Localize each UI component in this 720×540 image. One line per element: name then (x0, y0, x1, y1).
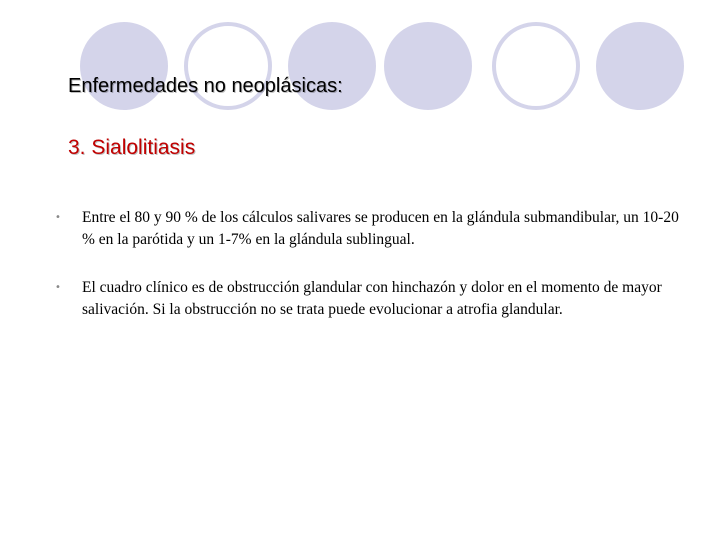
decorative-circle (384, 22, 472, 110)
decorative-circle (596, 22, 684, 110)
bullet-list (55, 207, 695, 347)
bullet-text: El cuadro clínico es de obstrucción glandular con hinchazón y dolor en el momento de mayor salivación. Si la obstrucción no se trata puede evolucionar a atrofia glandular. (82, 279, 662, 318)
decorative-circle (492, 22, 580, 110)
slide-subtitle: 3. Sialolitiasis (68, 136, 196, 159)
bullet-item (55, 277, 695, 321)
bullet-text: Entre el 80 y 90 % de los cálculos salivares se producen en la glándula submandibular, un 10-20 % en la parótida y un 1-7% en la glándula sublingual. (82, 209, 679, 248)
bullet-icon: • (55, 212, 61, 223)
bullet-icon: • (55, 282, 61, 293)
bullet-item (55, 207, 695, 251)
slide-title: Enfermedades no neoplásicas: (68, 75, 343, 97)
